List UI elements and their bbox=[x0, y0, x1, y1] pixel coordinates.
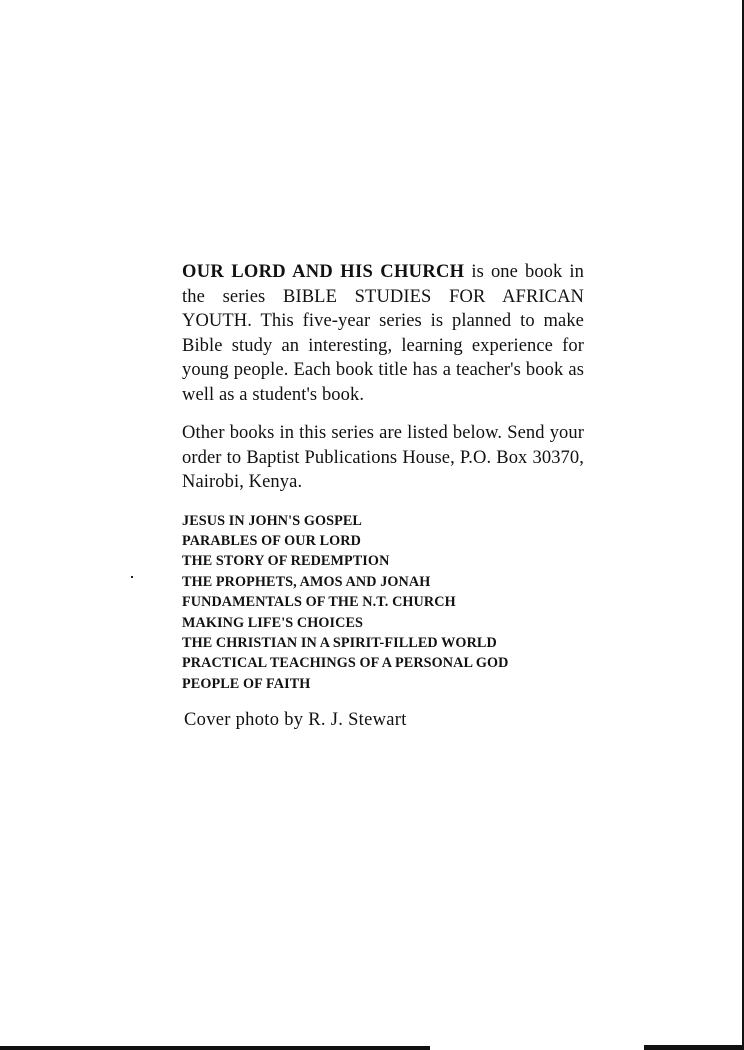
series-title-item: PARABLES OF OUR LORD bbox=[182, 532, 361, 549]
series-title-item: THE STORY OF REDEMPTION bbox=[182, 553, 390, 570]
series-intro-text: is one book in the series BIBLE STUDIES FOR AFRICAN YOUTH. This five-year series is planned to make Bible study an interesting, learning experience for young people. Each book title has a teacher's book as well as a student's book. bbox=[182, 262, 584, 405]
cover-photo-credit: Cover photo by R. J. Stewart bbox=[184, 710, 407, 731]
series-title-item: PEOPLE OF FAITH bbox=[182, 675, 311, 692]
series-title-item: JESUS IN JOHN'S GOSPEL bbox=[182, 512, 362, 529]
page-edge-bottom-right bbox=[644, 1045, 744, 1050]
series-title-item: FUNDAMENTALS OF THE N.T. CHURCH bbox=[182, 594, 456, 611]
series-intro-paragraph bbox=[182, 260, 584, 407]
series-titles-list bbox=[182, 511, 584, 695]
book-title: OUR LORD AND HIS CHURCH bbox=[182, 262, 465, 282]
series-title-item: THE PROPHETS, AMOS AND JONAH bbox=[182, 573, 431, 590]
page-edge-bottom-left bbox=[0, 1046, 430, 1050]
scan-speck bbox=[131, 576, 133, 578]
copyright-page-content bbox=[182, 260, 584, 732]
order-info-paragraph: Other books in this series are listed below. Send your order to Baptist Publications House, P.O. Box 30370, Nairobi, Kenya. bbox=[182, 423, 584, 492]
series-title-item: PRACTICAL TEACHINGS OF A PERSONAL GOD bbox=[182, 655, 509, 672]
series-title-item: THE CHRISTIAN IN A SPIRIT-FILLED WORLD bbox=[182, 634, 497, 651]
series-title-item: MAKING LIFE'S CHOICES bbox=[182, 614, 364, 631]
